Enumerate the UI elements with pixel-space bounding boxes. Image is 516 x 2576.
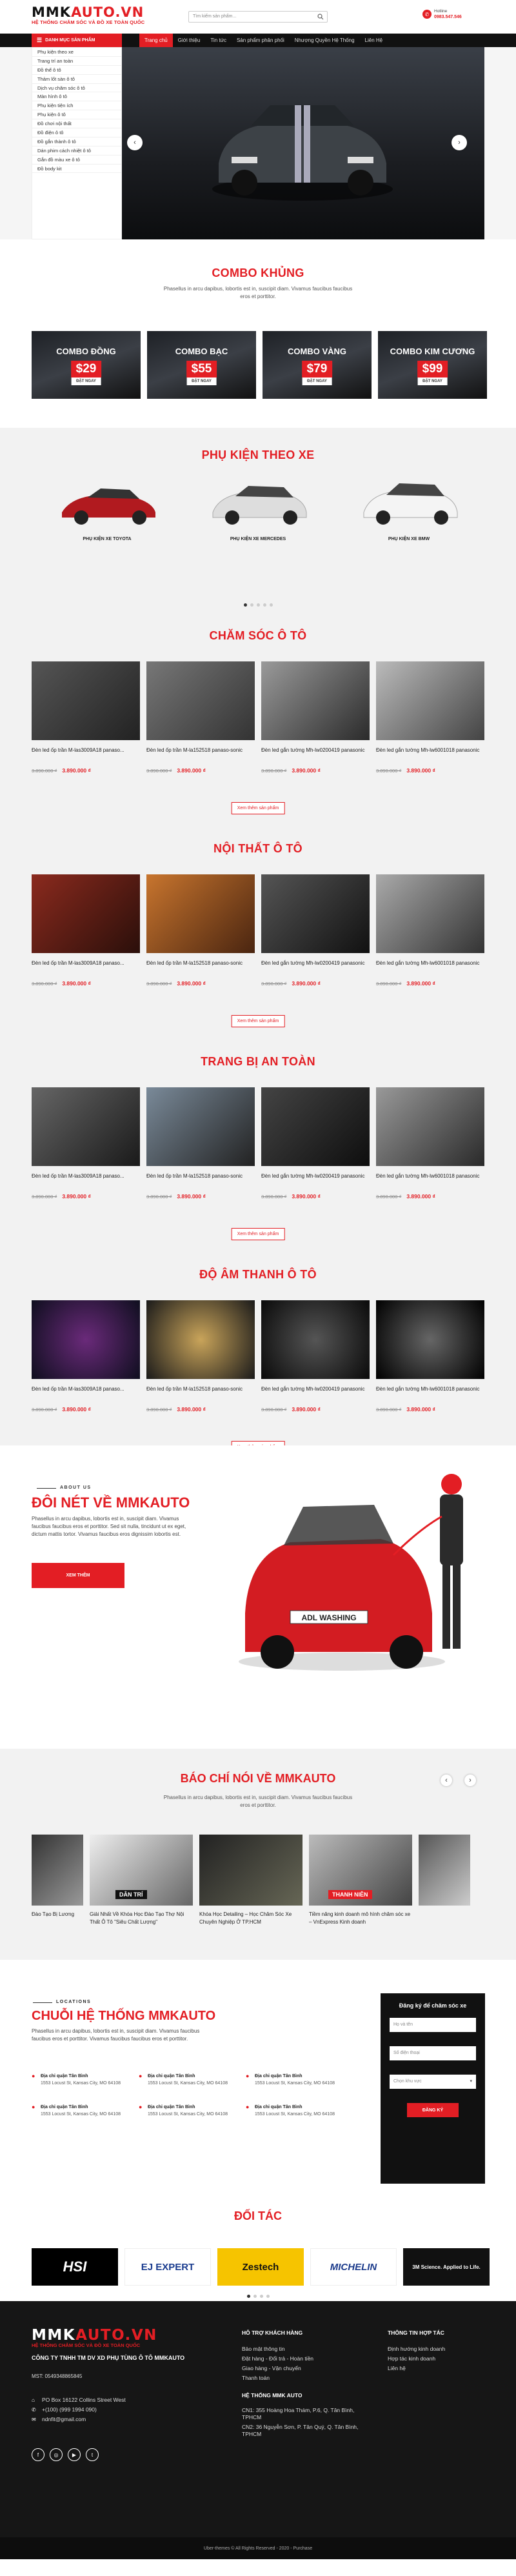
partner-logo[interactable]: EJ EXPERT xyxy=(124,2248,211,2286)
locations-desc: Phasellus in arcu dapibus, lobortis est in, suscipit diam. Vivamus faucibus faucibus eros et porttitor. Vivamus faucibus faucibus eros et porttitor. xyxy=(32,2028,200,2042)
old-price: 3.890.000 ₫ xyxy=(376,981,402,987)
old-price: 3.890.000 ₫ xyxy=(32,981,57,987)
footer-logo-accent: AUTO.VN xyxy=(75,2327,157,2344)
accessory-label: PHỤ KIỆN XE BMW xyxy=(388,537,430,541)
location-name: Địa chỉ quận Tân Bình xyxy=(255,2105,303,2109)
car-image xyxy=(351,477,467,528)
company-name: CÔNG TY TNHH TM DV XD PHỤ TÙNG Ô TÔ MMKAUTO xyxy=(32,2355,185,2361)
old-price: 3.890.000 ₫ xyxy=(32,1407,57,1413)
hero xyxy=(0,47,516,239)
product-image xyxy=(261,1087,370,1166)
press-card[interactable] xyxy=(199,1835,303,1926)
name-placeholder: Họ và tên xyxy=(393,2022,413,2027)
product-name: Đèn led ốp trần M-la152518 panaso-sonic xyxy=(146,1173,243,1179)
nav-item-about[interactable]: Giới thiệu xyxy=(177,37,201,43)
read-more-button[interactable]: XEM THÊM xyxy=(32,1563,124,1588)
product-card[interactable] xyxy=(376,1300,484,1413)
locations-section xyxy=(0,1960,516,2190)
new-price: 3.890.000 ₫ xyxy=(292,767,321,774)
nav-item-home[interactable]: Trang chủ xyxy=(139,34,173,47)
product-name: Đèn led gắn tường Mh-lw0200419 panasonic xyxy=(261,1386,365,1392)
product-card[interactable] xyxy=(261,1087,370,1200)
product-card[interactable] xyxy=(32,1087,140,1200)
footer-col-title: THÔNG TIN HỢP TÁC xyxy=(388,2329,444,2336)
press-card-title: Đào Tạo Bị Lương xyxy=(32,1911,75,1917)
product-card[interactable] xyxy=(376,874,484,987)
form-title: Đăng ký để chăm sóc xe xyxy=(399,2002,467,2009)
carousel-dot[interactable] xyxy=(253,2295,257,2298)
view-more-button[interactable]: Xem thêm sản phẩm xyxy=(232,802,285,814)
main-nav xyxy=(0,34,516,47)
press-card[interactable] xyxy=(90,1835,193,1926)
site-header xyxy=(0,0,516,34)
new-price: 3.890.000 ₫ xyxy=(406,767,435,774)
location-pin-icon: ● xyxy=(246,2073,250,2079)
section-title: CHĂM SÓC Ô TÔ xyxy=(209,629,307,642)
old-price: 3.890.000 ₫ xyxy=(261,1194,287,1200)
old-price: 3.890.000 ₫ xyxy=(261,768,287,774)
footer-link[interactable]: Đặt hàng - Đổi trả - Hoàn tiền xyxy=(242,2355,314,2362)
hotline[interactable] xyxy=(422,8,462,20)
carousel-dot[interactable] xyxy=(244,603,247,607)
order-button[interactable]: ĐẶT NGAY xyxy=(417,377,448,385)
combo-name: COMBO BẠC xyxy=(175,347,228,356)
site-footer xyxy=(0,2301,516,2559)
slider-prev-button[interactable]: ‹ xyxy=(127,135,143,150)
about-text: Phasellus in arcu dapibus, lobortis est in, suscipit diam. Vivamus faucibus faucibus eros et porttitor. Sed sit nulla, tincidunt ut ex eget, dictum mattis tortor. Vivamus faucibus eros dignissim lobortis est. xyxy=(32,1516,186,1537)
carousel-dot[interactable] xyxy=(250,603,253,607)
press-card[interactable] xyxy=(419,1835,470,1926)
location-pin-icon: ● xyxy=(139,2104,143,2110)
combo-name: COMBO VÀNG xyxy=(288,347,346,356)
new-price: 3.890.000 ₫ xyxy=(62,767,91,774)
car-image xyxy=(49,477,165,528)
new-price: 3.890.000 ₫ xyxy=(292,1193,321,1200)
phone-field[interactable] xyxy=(390,2046,476,2060)
new-price: 3.890.000 ₫ xyxy=(62,1193,91,1200)
sidebar-item[interactable]: Dán phim cách nhiệt ô tô xyxy=(32,146,121,156)
logo-text-accent: AUTO.VN xyxy=(71,5,144,20)
footer-logo-text: MMK xyxy=(32,2327,76,2344)
car-wash-image xyxy=(232,1458,490,1678)
footer-email-text: ndnfit@gmail.com xyxy=(42,2416,86,2422)
location-pin-icon: ● xyxy=(32,2073,35,2079)
nav-item-contact[interactable]: Liên Hệ xyxy=(364,37,383,43)
view-more-button[interactable]: Xem thêm sản phẩm xyxy=(232,1015,285,1027)
phone-icon: ✆ xyxy=(422,10,432,19)
partners-section xyxy=(0,2190,516,2301)
hero-banner[interactable] xyxy=(122,47,484,239)
product-card[interactable] xyxy=(32,661,140,774)
accessory-card[interactable] xyxy=(200,477,316,541)
product-name: Đèn led ốp trần M-las3009A18 panaso... xyxy=(32,1173,124,1179)
footer-col-title: HỖ TRỢ KHÁCH HÀNG xyxy=(242,2329,303,2336)
accessories-section xyxy=(0,428,516,615)
search-input[interactable] xyxy=(188,11,328,23)
product-name: Đèn led gắn tường Mh-lw0200419 panasonic xyxy=(261,747,365,753)
section-title: TRANG BỊ AN TOÀN xyxy=(201,1055,315,1068)
footer-phone[interactable] xyxy=(32,2405,126,2415)
youtube-icon[interactable]: ▶ xyxy=(68,2448,81,2461)
product-card[interactable] xyxy=(146,661,255,774)
old-price: 3.890.000 ₫ xyxy=(146,981,172,987)
old-price: 3.890.000 ₫ xyxy=(261,1407,287,1413)
accessories-title: PHỤ KIỆN THEO XE xyxy=(201,448,315,461)
location-name: Địa chỉ quận Tân Bình xyxy=(41,2105,88,2109)
product-image xyxy=(261,874,370,953)
location-pin-icon: ● xyxy=(139,2073,143,2079)
accessory-label: PHỤ KIỆN XE TOYOTA xyxy=(83,537,132,541)
location-address: 1553 Locust St, Kansas City, MO 64108 xyxy=(255,2081,335,2086)
location-address: 1553 Locust St, Kansas City, MO 64108 xyxy=(148,2112,228,2117)
old-price: 3.890.000 ₫ xyxy=(376,768,402,774)
product-name: Đèn led ốp trần M-la152518 panaso-sonic xyxy=(146,1386,243,1392)
product-section-audio xyxy=(0,1254,516,1445)
combo-price: $79 xyxy=(302,361,333,377)
footer-tagline: HỆ THỐNG CHĂM SÓC VÀ ĐỒ XE TOÀN QUỐC xyxy=(32,2342,141,2348)
car-image xyxy=(206,79,399,208)
product-card[interactable] xyxy=(376,1087,484,1200)
license-plate: ADL WASHING xyxy=(301,1613,357,1622)
about-eyebrow: ABOUT US xyxy=(60,1485,92,1490)
phone-placeholder: Số điện thoại xyxy=(393,2051,420,2055)
combo-name: COMBO KIM CƯƠNG xyxy=(390,347,475,356)
old-price: 3.890.000 ₫ xyxy=(146,1194,172,1200)
carousel-dots[interactable] xyxy=(0,2295,516,2298)
product-name: Đèn led gắn tường Mh-lw6001018 panasonic xyxy=(376,1386,480,1392)
press-image xyxy=(199,1835,303,1906)
accessory-label: PHỤ KIỆN XE MERCEDES xyxy=(230,537,286,541)
location-address: 1553 Locust St, Kansas City, MO 64108 xyxy=(255,2112,335,2117)
nav-item-news[interactable]: Tin tức xyxy=(210,37,226,43)
product-image xyxy=(32,874,140,953)
sidebar-item[interactable]: Đồ thể ô tô xyxy=(32,66,121,75)
location-name: Địa chỉ quận Tân Bình xyxy=(148,2074,195,2078)
footer-phone-text: +(100) (999 1994 090) xyxy=(42,2406,97,2413)
partner-logo[interactable]: Zestech xyxy=(217,2248,304,2286)
sidebar-item[interactable]: Đồ body kit xyxy=(32,165,121,174)
footer-logo[interactable] xyxy=(32,2327,157,2344)
product-name: Đèn led gắn tường Mh-lw6001018 panasonic xyxy=(376,960,480,966)
footer-address xyxy=(32,2395,126,2405)
new-price: 3.890.000 ₫ xyxy=(177,1406,206,1413)
area-select-value: Chọn khu vực xyxy=(393,2079,422,2084)
sidebar-item[interactable]: Màn hình ô tô xyxy=(32,92,121,101)
combo-card[interactable] xyxy=(32,331,141,399)
hotline-number: 0983.547.546 xyxy=(434,15,462,19)
order-button[interactable]: ĐẶT NGAY xyxy=(71,377,101,385)
product-name: Đèn led ốp trần M-las3009A18 panaso... xyxy=(32,960,124,966)
press-image xyxy=(90,1835,193,1906)
carousel-dot[interactable] xyxy=(263,603,266,607)
locations-eyebrow: LOCATIONS xyxy=(56,2000,92,2004)
new-price: 3.890.000 ₫ xyxy=(292,1406,321,1413)
product-card[interactable] xyxy=(146,1300,255,1413)
product-name: Đèn led gắn tường Mh-lw6001018 panasonic xyxy=(376,747,480,753)
location-name: Địa chỉ quận Tân Bình xyxy=(148,2105,195,2109)
product-name: Đèn led ốp trần M-la152518 panaso-sonic xyxy=(146,960,243,966)
press-card-title: Tiềm năng kinh doanh mô hình chăm sóc xe – VnExpress Kinh doanh xyxy=(309,1911,411,1925)
new-price: 3.890.000 ₫ xyxy=(177,980,206,987)
categories-menu-button[interactable] xyxy=(32,34,122,47)
old-price: 3.890.000 ₫ xyxy=(376,1194,402,1200)
phone-icon: ✆ xyxy=(32,2407,36,2413)
product-card[interactable] xyxy=(146,1087,255,1200)
location-name: Địa chỉ quận Tân Bình xyxy=(255,2074,303,2078)
product-image xyxy=(32,1087,140,1166)
combo-price: $55 xyxy=(186,361,217,377)
signup-form xyxy=(381,1993,485,2184)
view-more-button[interactable]: Xem thêm sản phẩm xyxy=(232,1228,285,1240)
location-item[interactable] xyxy=(139,2104,246,2118)
press-card[interactable] xyxy=(32,1835,83,1926)
press-subtitle: Phasellus in arcu dapibus, lobortis est in, suscipit diam. Vivamus faucibus faucibus eros et porttitor. xyxy=(163,1795,353,1808)
mail-icon: ✉ xyxy=(32,2417,36,2422)
sidebar-item[interactable]: Dịch vụ chăm sóc ô tô xyxy=(32,84,121,93)
search-icon[interactable] xyxy=(317,14,324,20)
partners-title: ĐỐI TÁC xyxy=(234,2209,282,2222)
press-image xyxy=(309,1835,412,1906)
nav-item-franchise[interactable]: Nhượng Quyền Hệ Thống xyxy=(294,37,355,43)
facebook-icon[interactable]: f xyxy=(32,2448,45,2461)
product-image xyxy=(261,661,370,740)
press-next-button[interactable]: › xyxy=(464,1775,476,1786)
footer-email[interactable] xyxy=(32,2415,126,2424)
menu-icon: ☰ xyxy=(37,37,43,43)
combo-name: COMBO ĐỒNG xyxy=(56,347,116,356)
combo-card[interactable] xyxy=(263,331,372,399)
footer-link[interactable]: Thanh toán xyxy=(242,2375,270,2381)
carousel-dot[interactable] xyxy=(257,603,260,607)
product-name: Đèn led gắn tường Mh-lw0200419 panasonic xyxy=(261,960,365,966)
location-item[interactable] xyxy=(32,2073,139,2087)
hotline-label: Hotline xyxy=(434,9,448,14)
location-pin-icon: ● xyxy=(32,2104,35,2110)
about-section xyxy=(0,1445,516,1749)
product-section-care xyxy=(0,615,516,828)
location-address: 1553 Locust St, Kansas City, MO 64108 xyxy=(41,2081,121,2086)
combo-card[interactable] xyxy=(147,331,256,399)
location-item[interactable] xyxy=(32,2104,139,2118)
product-image xyxy=(376,874,484,953)
product-image xyxy=(146,1300,255,1379)
carousel-dot[interactable] xyxy=(270,603,273,607)
press-logo: THANH NIÊN xyxy=(328,1890,372,1899)
sidebar-item[interactable]: Đồ gắn thành ô tô xyxy=(32,137,121,146)
copyright: Uber-themes © All Rights Reserved - 2020 - Purchase xyxy=(203,2546,313,2551)
product-card[interactable] xyxy=(32,1300,140,1413)
category-sidebar xyxy=(32,47,122,239)
old-price: 3.890.000 ₫ xyxy=(376,1407,402,1413)
location-item[interactable] xyxy=(139,2073,246,2087)
press-title: BÁO CHÍ NÓI VỀ MMKAUTO xyxy=(180,1772,336,1785)
sidebar-item[interactable]: Đồ chơi nội thất xyxy=(32,119,121,128)
old-price: 3.890.000 ₫ xyxy=(32,768,57,774)
combo-card[interactable] xyxy=(378,331,487,399)
sidebar-item[interactable]: Phụ kiện tiện ích xyxy=(32,101,121,110)
logo-tagline: HỆ THỐNG CHĂM SÓC VÀ ĐỒ XE TOÀN QUỐC xyxy=(32,19,145,25)
footer-link[interactable]: Hợp tác kinh doanh xyxy=(388,2355,436,2362)
footer-link[interactable]: Định hướng kinh doanh xyxy=(388,2346,446,2352)
footer-col-title: HỆ THỐNG MMK AUTO xyxy=(242,2392,303,2399)
locations-title: CHUỖI HỆ THỐNG MMKAUTO xyxy=(32,2009,216,2023)
new-price: 3.890.000 ₫ xyxy=(177,1193,206,1200)
product-card[interactable] xyxy=(32,874,140,987)
product-card[interactable] xyxy=(261,874,370,987)
product-image xyxy=(376,1300,484,1379)
about-title: ĐÔI NÉT VỀ MMKAUTO xyxy=(32,1494,190,1511)
product-image xyxy=(376,661,484,740)
new-price: 3.890.000 ₫ xyxy=(62,980,91,987)
product-image xyxy=(261,1300,370,1379)
product-card[interactable] xyxy=(376,661,484,774)
location-item[interactable] xyxy=(246,2073,353,2087)
product-image xyxy=(146,661,255,740)
footer-link[interactable]: Liên hệ xyxy=(388,2365,406,2371)
product-card[interactable] xyxy=(146,874,255,987)
old-price: 3.890.000 ₫ xyxy=(261,981,287,987)
footer-link[interactable]: Giao hàng - Vận chuyển xyxy=(242,2365,301,2371)
product-image xyxy=(146,874,255,953)
combo-subtitle: Phasellus in arcu dapibus, lobortis est in, suscipit diam. Vivamus faucibus faucibus eros et porttitor. xyxy=(163,286,353,299)
carousel-dot[interactable] xyxy=(266,2295,270,2298)
accessory-card[interactable] xyxy=(351,477,467,541)
footer-link[interactable]: Bảo mật thông tin xyxy=(242,2346,285,2352)
new-price: 3.890.000 ₫ xyxy=(177,767,206,774)
product-card[interactable] xyxy=(261,661,370,774)
carousel-dots[interactable] xyxy=(0,603,516,607)
register-button[interactable]: ĐĂNG KÝ xyxy=(407,2103,459,2117)
new-price: 3.890.000 ₫ xyxy=(292,980,321,987)
sidebar-item[interactable]: Gắn đồ màu xe ô tô xyxy=(32,156,121,165)
sidebar-item[interactable]: Trang trí an toàn xyxy=(32,57,121,66)
location-pin-icon: ● xyxy=(246,2104,250,2110)
instagram-icon[interactable]: ◎ xyxy=(50,2448,63,2461)
chevron-down-icon: ▾ xyxy=(470,2079,472,2084)
old-price: 3.890.000 ₫ xyxy=(32,1194,57,1200)
carousel-dot[interactable] xyxy=(260,2295,263,2298)
sidebar-item[interactable]: Phụ kiện theo xe xyxy=(32,48,121,57)
new-price: 3.890.000 ₫ xyxy=(406,980,435,987)
old-price: 3.890.000 ₫ xyxy=(146,768,172,774)
partner-logo[interactable]: HSI xyxy=(32,2248,118,2286)
location-address: 1553 Locust St, Kansas City, MO 64108 xyxy=(41,2112,121,2117)
twitter-icon[interactable]: t xyxy=(86,2448,99,2461)
combo-section xyxy=(0,239,516,394)
press-card[interactable] xyxy=(309,1835,412,1926)
partner-logo[interactable]: MICHELIN xyxy=(310,2248,397,2286)
accessory-card[interactable] xyxy=(49,477,165,541)
location-item[interactable] xyxy=(246,2104,353,2118)
product-section-interior xyxy=(0,828,516,1041)
old-price: 3.890.000 ₫ xyxy=(146,1407,172,1413)
carousel-dot[interactable] xyxy=(247,2295,250,2298)
product-card[interactable] xyxy=(261,1300,370,1413)
area-select[interactable] xyxy=(390,2075,476,2089)
section-title: NỘI THẤT Ô TÔ xyxy=(213,842,303,855)
partner-logo[interactable]: 3M Science. Applied to Life. xyxy=(403,2248,490,2286)
product-name: Đèn led ốp trần M-las3009A18 panaso... xyxy=(32,1386,124,1392)
product-section-safety xyxy=(0,1041,516,1254)
product-image xyxy=(32,661,140,740)
sidebar-item[interactable]: Đồ điện ô tô xyxy=(32,128,121,137)
section-title: ĐỘ ÂM THANH Ô TÔ xyxy=(199,1268,317,1281)
location-address: 1553 Locust St, Kansas City, MO 64108 xyxy=(148,2081,228,2086)
press-prev-button[interactable]: ‹ xyxy=(441,1775,452,1786)
press-card-title: Giải Nhất Về Khóa Học Đào Tạo Thợ Nội Thất Ô Tô "Siêu Chất Lượng" xyxy=(90,1911,184,1925)
combo-title: COMBO KHỦNG xyxy=(212,267,304,279)
categories-label: DANH MỤC SẢN PHẨM xyxy=(45,38,95,43)
slider-next-button[interactable]: › xyxy=(452,135,467,150)
search-placeholder: Tìm kiếm sản phẩm... xyxy=(193,14,237,19)
press-section xyxy=(0,1749,516,1960)
site-logo[interactable] xyxy=(32,6,144,25)
product-image xyxy=(146,1087,255,1166)
new-price: 3.890.000 ₫ xyxy=(406,1193,435,1200)
combo-price: $99 xyxy=(417,361,448,377)
product-image xyxy=(32,1300,140,1379)
new-price: 3.890.000 ₫ xyxy=(62,1406,91,1413)
branch-address: CN1: 355 Hoàng Hoa Thám, P.6, Q. Tân Bình, TPHCM xyxy=(242,2407,355,2420)
branch-address: CN2: 36 Nguyễn Sơn, P. Tân Quý, Q. Tân Bình, TPHCM xyxy=(242,2424,359,2437)
order-button[interactable]: ĐẶT NGAY xyxy=(302,377,332,385)
sidebar-item[interactable]: Phụ kiện ô tô xyxy=(32,110,121,119)
press-image xyxy=(419,1835,470,1906)
location-icon: ⌂ xyxy=(32,2397,35,2403)
tax-code: MST: 0549348865845 xyxy=(32,2373,83,2379)
press-logo: DÂN TRÍ xyxy=(115,1890,147,1899)
logo-text: MMK xyxy=(32,5,72,20)
product-name: Đèn led gắn tường Mh-lw6001018 panasonic xyxy=(376,1173,480,1179)
product-name: Đèn led ốp trần M-la152518 panaso-sonic xyxy=(146,747,243,753)
press-image xyxy=(32,1835,83,1906)
nav-item-products[interactable]: Sản phẩm phân phối xyxy=(236,37,284,43)
product-name: Đèn led gắn tường Mh-lw0200419 panasonic xyxy=(261,1173,365,1179)
new-price: 3.890.000 ₫ xyxy=(406,1406,435,1413)
product-name: Đèn led ốp trần M-las3009A18 panaso... xyxy=(32,747,124,753)
name-field[interactable] xyxy=(390,2018,476,2032)
order-button[interactable]: ĐẶT NGAY xyxy=(186,377,217,385)
car-image xyxy=(200,477,316,528)
footer-address-text: PO Box 16122 Collins Street West xyxy=(42,2397,126,2403)
press-card-title: Khóa Học Detailing – Học Chăm Sóc Xe Chuyên Nghiệp Ở TP.HCM xyxy=(199,1911,292,1925)
product-image xyxy=(376,1087,484,1166)
combo-price: $29 xyxy=(71,361,102,377)
location-name: Địa chỉ quận Tân Bình xyxy=(41,2074,88,2078)
sidebar-item[interactable]: Thảm lốt sàn ô tô xyxy=(32,75,121,84)
